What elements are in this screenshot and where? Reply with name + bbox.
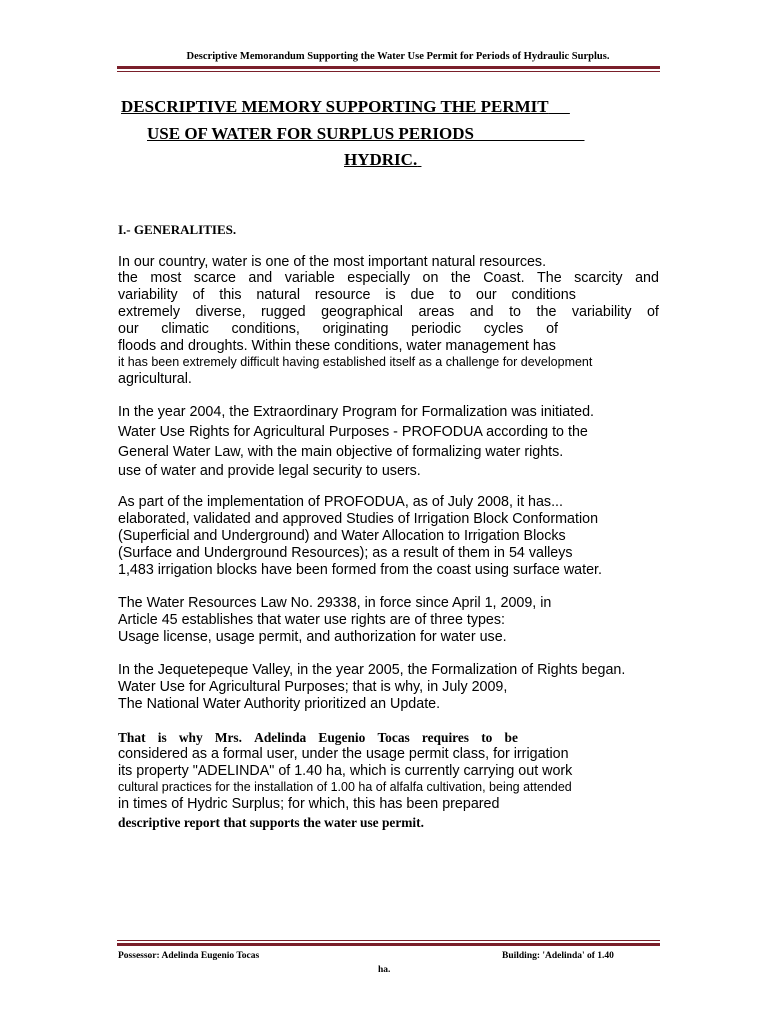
word: the <box>450 270 471 286</box>
footer-building: Building: 'Adelinda' of 1.40 <box>502 951 614 961</box>
word: the <box>118 270 138 286</box>
footer-building-continued: ha. <box>378 965 391 975</box>
word: The <box>537 270 562 286</box>
word: extremely <box>118 304 180 320</box>
word: why <box>178 730 203 745</box>
paragraph-line: elaborated, validated and approved Studies of Irrigation Block Conformation <box>118 511 599 527</box>
word: to <box>481 730 493 745</box>
header-rule-thin <box>117 71 660 72</box>
running-header: Descriptive Memorandum Supporting the Water Use Permit for Periods of Hydraulic Surplus. <box>186 51 610 62</box>
paragraph-line: The National Water Authority prioritized an Update. <box>118 696 441 712</box>
word: areas <box>418 304 455 320</box>
word: is <box>385 287 396 303</box>
word: and <box>469 304 494 320</box>
footer-rule-thick <box>117 943 660 946</box>
word: of <box>646 304 659 320</box>
word: is <box>157 730 167 745</box>
word: conditions, <box>231 321 300 337</box>
word: Tocas <box>377 730 410 745</box>
paragraph-line <box>118 287 576 304</box>
word: due <box>410 287 435 303</box>
paragraph-line <box>118 304 659 321</box>
paragraph-line: Water Use for Agricultural Purposes; that is why, in July 2009, <box>118 679 508 695</box>
paragraph-line: its property "ADELINDA" of 1.40 ha, which is currently carrying out work <box>118 763 573 779</box>
word: be <box>504 730 518 745</box>
word: originating <box>322 321 389 337</box>
section-heading-generalities: I.- GENERALITIES. <box>118 222 237 237</box>
title-line-3-text: HYDRIC. <box>344 150 418 169</box>
paragraph-line: In the year 2004, the Extraordinary Program for Formalization was initiated. <box>118 404 594 420</box>
word: and <box>635 270 659 286</box>
word: our <box>476 287 497 303</box>
word: to <box>449 287 462 303</box>
word: resource <box>314 287 371 303</box>
paragraph-line: In our country, water is one of the most important natural resources. <box>118 254 547 270</box>
paragraph-line: cultural practices for the installation of 1.00 ha of alfalfa cultivation, being attended <box>118 780 572 794</box>
word: this <box>219 287 242 303</box>
paragraph-line: The Water Resources Law No. 29338, in force since April 1, 2009, in <box>118 595 552 611</box>
word: of <box>546 321 558 337</box>
paragraph-line <box>118 729 518 746</box>
word: variability <box>118 287 178 303</box>
footer-rule-thin <box>117 940 660 941</box>
word: variability <box>571 304 632 320</box>
paragraph-line: Water Use Rights for Agricultural Purposes - PROFODUA according to the <box>118 424 588 440</box>
word: the <box>536 304 557 320</box>
word: periodic <box>411 321 462 337</box>
paragraph-line: it has been extremely difficult having established itself as a challenge for development <box>118 355 593 369</box>
word: conditions <box>511 287 576 303</box>
title-line-2 <box>147 124 585 144</box>
paragraph-line: (Superficial and Underground) and Water Allocation to Irrigation Blocks <box>118 528 566 544</box>
word: to <box>509 304 522 320</box>
paragraph-line: (Surface and Underground Resources); as a result of them in 54 valleys <box>118 545 573 561</box>
word: scarce <box>193 270 236 286</box>
word: requires <box>421 730 470 745</box>
header-rule-thick <box>117 66 660 69</box>
word: variable <box>284 270 335 286</box>
word: Eugenio <box>318 730 366 745</box>
paragraph-line: agricultural. <box>118 371 192 387</box>
word: especially <box>347 270 411 286</box>
word: geographical <box>321 304 403 320</box>
title-line-3 <box>344 150 421 170</box>
word: cycles <box>483 321 524 337</box>
paragraph-line: In the Jequetepeque Valley, in the year 2005, the Formalization of Rights began. <box>118 662 626 678</box>
paragraph-line: use of water and provide legal security to users. <box>118 463 421 479</box>
word: That <box>118 730 146 745</box>
title-line-1-text: DESCRIPTIVE MEMORY SUPPORTING THE PERMIT <box>121 97 549 116</box>
word: rugged <box>261 304 306 320</box>
paragraph-line: General Water Law, with the main objective of formalizing water rights. <box>118 444 564 460</box>
paragraph-line: descriptive report that supports the water use permit. <box>118 815 424 830</box>
paragraph-line: Article 45 establishes that water use rights are of three types: <box>118 612 506 628</box>
word: Mrs. <box>214 730 242 745</box>
word: of <box>192 287 205 303</box>
paragraph-line: Usage license, usage permit, and authorization for water use. <box>118 629 507 645</box>
word: on <box>422 270 439 286</box>
word: diverse, <box>195 304 246 320</box>
paragraph-line: floods and droughts. Within these conditions, water management has <box>118 338 556 354</box>
word: climatic <box>161 321 209 337</box>
paragraph-line: 1,483 irrigation blocks have been formed from the coast using surface water. <box>118 562 602 578</box>
paragraph-line: considered as a formal user, under the usage permit class, for irrigation <box>118 746 569 762</box>
paragraph-line: in times of Hydric Surplus; for which, this has been prepared <box>118 796 500 812</box>
word: and <box>248 270 273 286</box>
word: Coast. <box>483 270 525 286</box>
paragraph-line: As part of the implementation of PROFODUA, as of July 2008, it has... <box>118 494 563 510</box>
word: scarcity <box>574 270 623 286</box>
paragraph-line <box>118 321 558 338</box>
word: Adelinda <box>254 730 307 745</box>
footer-possessor: Possessor: Adelinda Eugenio Tocas <box>118 951 260 961</box>
word: natural <box>256 287 301 303</box>
word: our <box>118 321 139 337</box>
title-line-2-text: USE OF WATER FOR SURPLUS PERIODS <box>147 124 474 143</box>
title-line-1 <box>121 97 570 117</box>
paragraph-line <box>118 270 659 287</box>
word: most <box>150 270 182 286</box>
